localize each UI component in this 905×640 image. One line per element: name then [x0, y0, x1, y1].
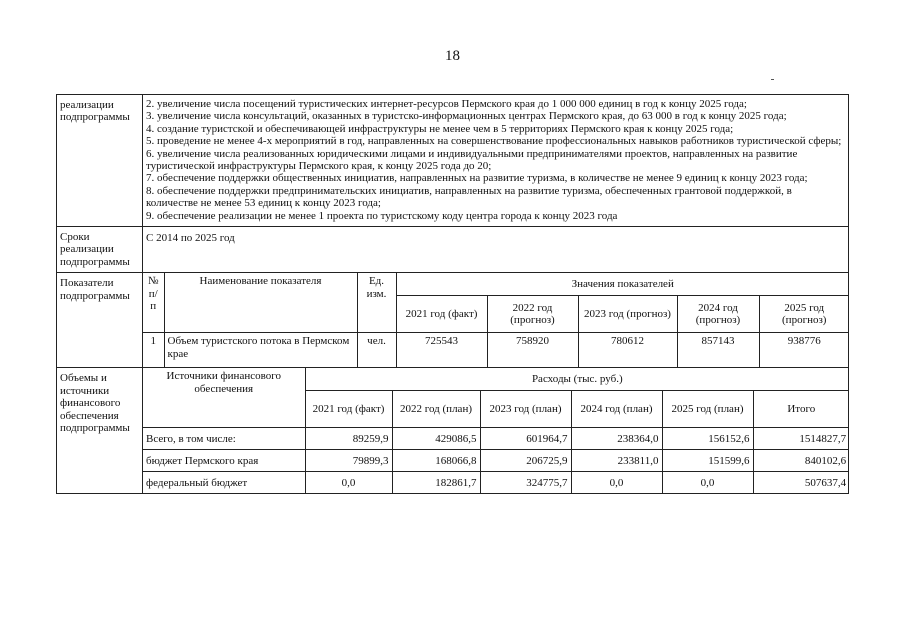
financing-year-header: 2022 год (план) — [392, 391, 480, 428]
financing-value: 0,0 — [662, 472, 753, 494]
financing-value: 0,0 — [571, 472, 662, 494]
indicator-unit: чел. — [357, 333, 396, 368]
financing-year-header: 2024 год (план) — [571, 391, 662, 428]
financing-data-row — [143, 428, 849, 450]
goal-item: 9. обеспечение реализации не менее 1 проекта по туристскому коду центра города к концу 2023 года — [146, 209, 618, 222]
financing-row — [57, 368, 849, 494]
financing-total: 507637,4 — [753, 472, 849, 494]
goals-row — [57, 95, 849, 227]
goal-item: 5. проведение не менее 4-х мероприятий в год, направленных на совершенствование профессиональных навыков работников туристической сферы; — [146, 135, 842, 148]
page-number: 18 — [445, 48, 460, 64]
financing-year-header: 2021 год (факт) — [305, 391, 392, 428]
financing-data-row — [143, 472, 849, 494]
indicators-table — [143, 273, 849, 367]
financing-cell — [143, 368, 849, 494]
indicators-cell — [143, 273, 849, 368]
financing-source-header: Источники финансового обеспечения — [143, 368, 305, 428]
indicator-num-header: № п/п — [143, 273, 164, 333]
indicator-name-header: Наименование показателя — [164, 273, 357, 333]
financing-year-header: 2023 год (план) — [480, 391, 571, 428]
indicator-value: 725543 — [396, 333, 487, 368]
indicator-year-header: 2024 год (прогноз) — [677, 296, 759, 333]
indicator-name: Объем туристского потока в Пермском крае — [164, 333, 357, 368]
financing-total: 1514827,7 — [753, 428, 849, 450]
indicator-year-header: 2025 год (прогноз) — [759, 296, 849, 333]
indicator-year-header: 2022 год (прогноз) — [487, 296, 578, 333]
financing-value: 601964,7 — [480, 428, 571, 450]
indicator-row — [143, 333, 849, 368]
indicator-unit-header: Ед. изм. — [357, 273, 396, 333]
financing-value: 238364,0 — [571, 428, 662, 450]
financing-value: 168066,8 — [392, 450, 480, 472]
financing-value: 182861,7 — [392, 472, 480, 494]
financing-source: бюджет Пермского края — [143, 450, 305, 472]
financing-year-header: 2025 год (план) — [662, 391, 753, 428]
financing-value: 429086,5 — [392, 428, 480, 450]
financing-value: 156152,6 — [662, 428, 753, 450]
period-value: С 2014 по 2025 год — [143, 227, 849, 273]
subprogram-passport-table — [56, 94, 849, 494]
goal-item: 4. создание туристской и обеспечивающей инфраструктуры не менее чем в 5 территориях Пермского края к концу 2025 года; — [146, 122, 734, 135]
financing-value: 324775,7 — [480, 472, 571, 494]
scan-mark — [771, 79, 774, 80]
indicator-year-header: 2021 год (факт) — [396, 296, 487, 333]
financing-data-row — [143, 450, 849, 472]
financing-value: 89259,9 — [305, 428, 392, 450]
indicator-num: 1 — [143, 333, 164, 368]
indicator-year-header: 2023 год (прогноз) — [578, 296, 677, 333]
indicator-value: 938776 — [759, 333, 849, 368]
indicator-value: 857143 — [677, 333, 759, 368]
indicators-label: Показатели подпрограммы — [57, 273, 143, 368]
goal-item: 8. обеспечение поддержки предпринимательских инициатив, направленных на развитие туризма, обеспеченных грантовой поддержкой, в количестве не менее 53 единиц к концу 2023 года; — [146, 184, 792, 210]
financing-source: Всего, в том числе: — [143, 428, 305, 450]
indicator-value: 780612 — [578, 333, 677, 368]
goals-label: реализации подпрограммы — [57, 95, 143, 227]
financing-value: 79899,3 — [305, 450, 392, 472]
financing-table — [143, 368, 849, 493]
goal-item: 6. увеличение числа реализованных юридическими лицами и индивидуальными предпринимателями проектов, направленных на развитие туристической инфраструктуры Пермского края, к концу 2025 года до 20; — [146, 147, 798, 173]
financing-value: 0,0 — [305, 472, 392, 494]
financing-value: 206725,9 — [480, 450, 571, 472]
indicator-value: 758920 — [487, 333, 578, 368]
financing-value: 233811,0 — [571, 450, 662, 472]
indicators-row — [57, 273, 849, 368]
financing-label: Объемы и источники финансового обеспечения подпрограммы — [57, 368, 143, 494]
financing-expenses-header: Расходы (тыс. руб.) — [305, 368, 849, 391]
period-label: Сроки реализации подпрограммы — [57, 227, 143, 273]
period-row — [57, 227, 849, 273]
financing-total-header: Итого — [753, 391, 849, 428]
goal-item: 7. обеспечение поддержки общественных инициатив, направленных на развитие туризма, в количестве не менее 9 единиц к концу 2023 года; — [146, 172, 808, 185]
goals-content — [143, 95, 849, 227]
financing-total: 840102,6 — [753, 450, 849, 472]
indicator-values-header: Значения показателей — [396, 273, 849, 296]
goal-item: 3. увеличение числа консультаций, оказанных в туристско-информационных центрах Пермского края, до 63 000 в год к концу 2025 года; — [146, 110, 787, 123]
financing-value: 151599,6 — [662, 450, 753, 472]
financing-source: федеральный бюджет — [143, 472, 305, 494]
goal-item: 2. увеличение числа посещений туристических интернет-ресурсов Пермского края до 1 000 000 единиц в год к концу 2025 года; — [146, 98, 747, 110]
